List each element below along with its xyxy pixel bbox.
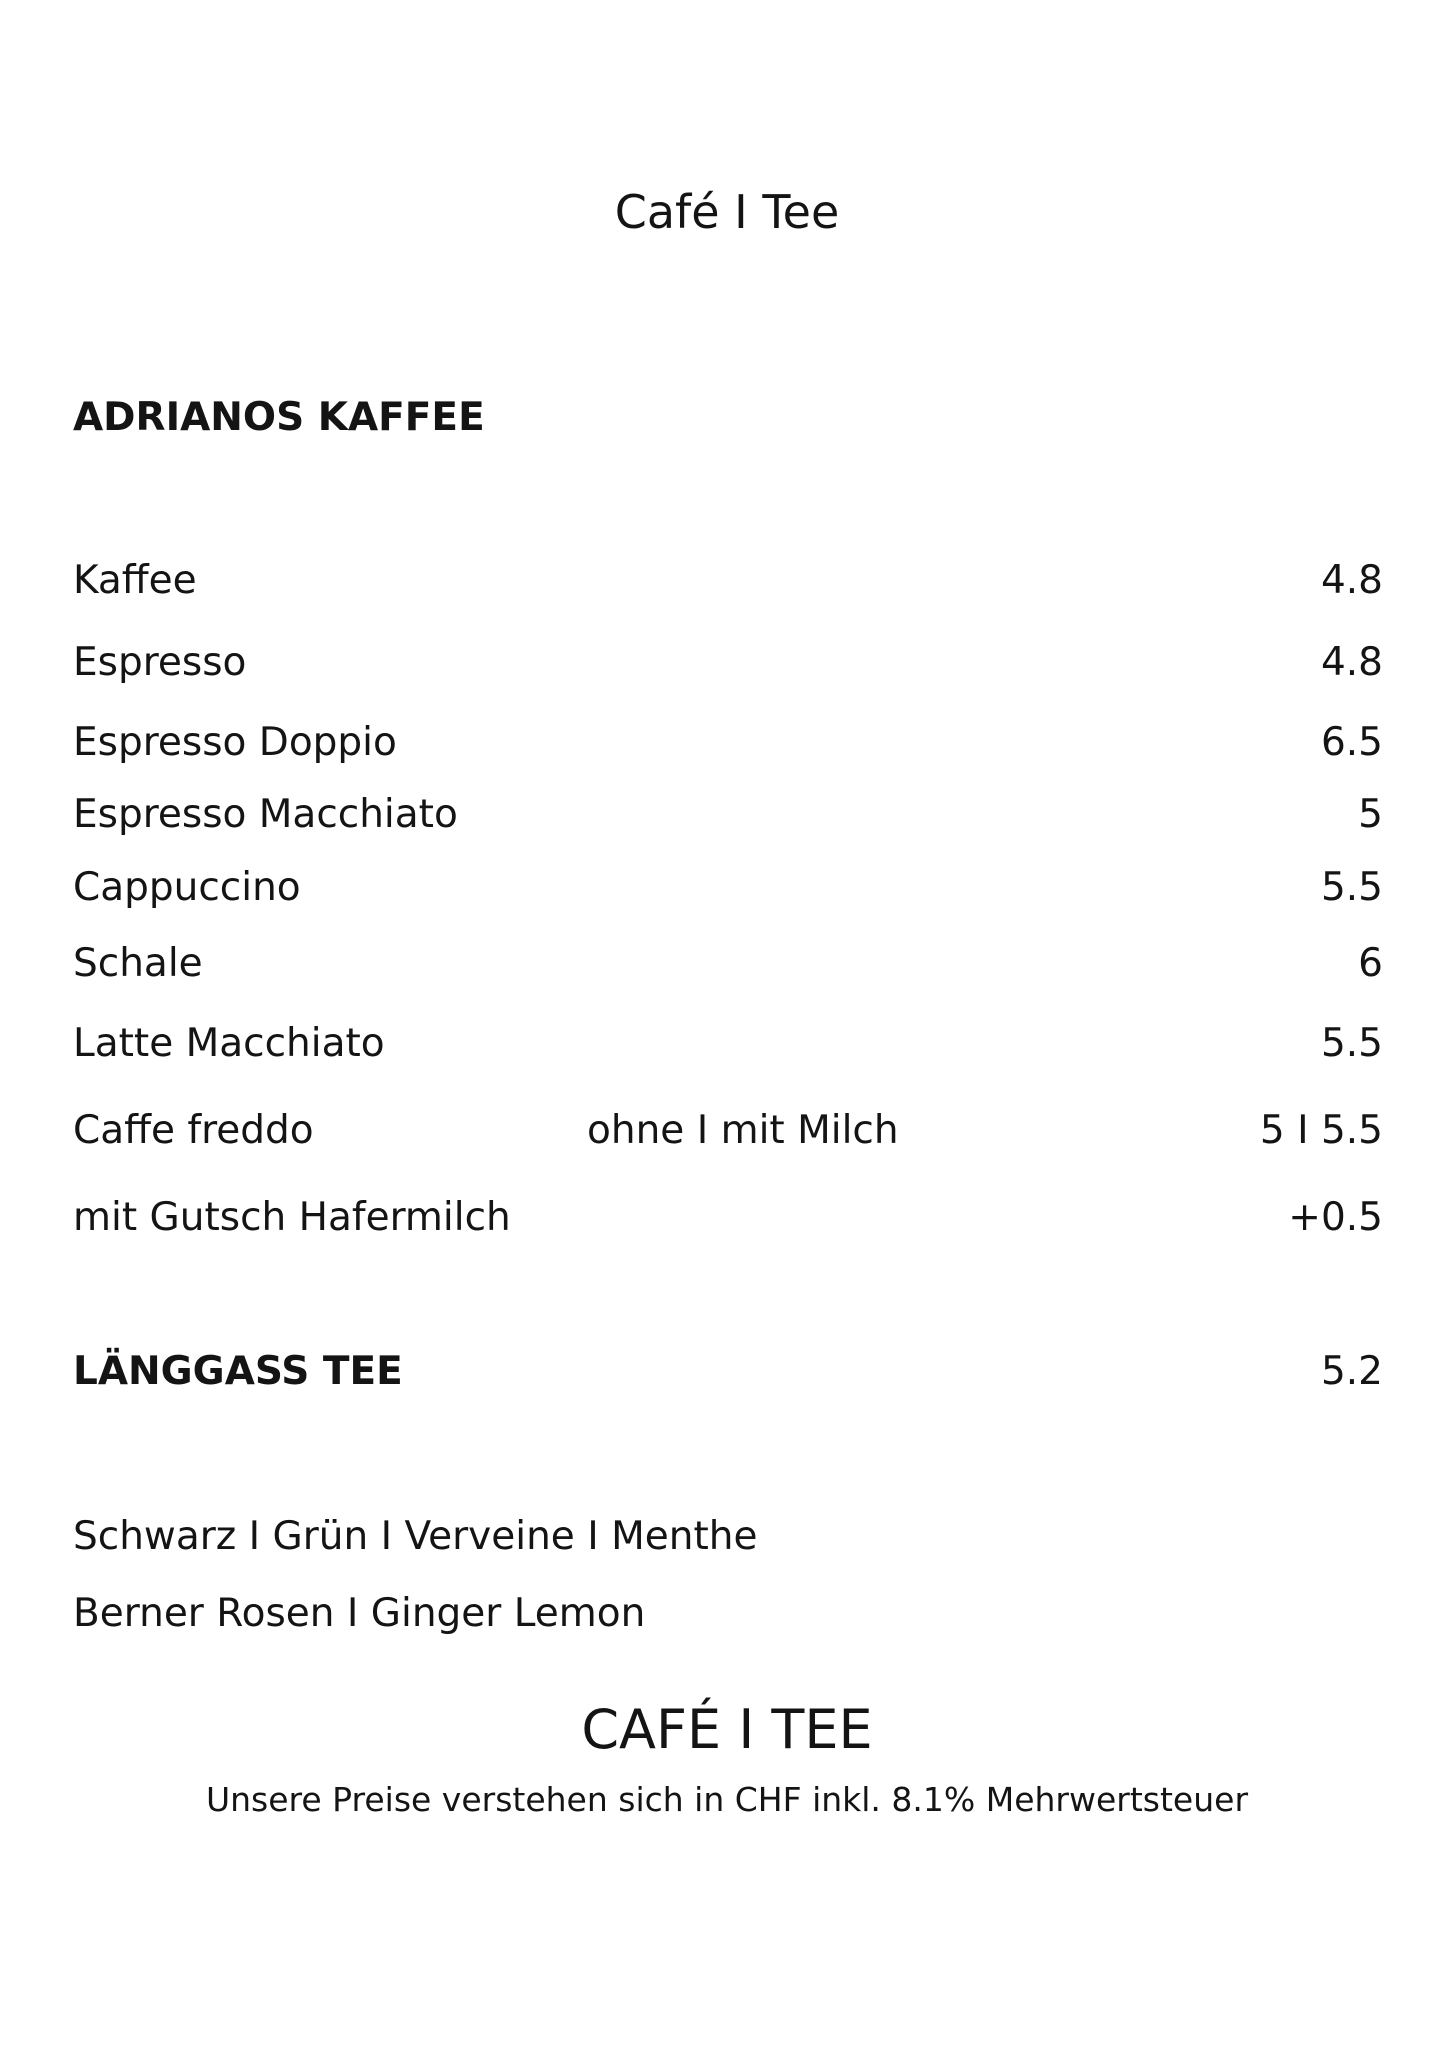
item-name: Schale bbox=[73, 941, 203, 986]
footer-title: CAFÉ I TEE bbox=[581, 1698, 873, 1761]
menu-item-espresso bbox=[73, 635, 1383, 691]
coffee-section-heading: ADRIANOS KAFFEE bbox=[73, 395, 485, 440]
menu-item-schale bbox=[73, 936, 1383, 992]
item-name: Espresso Macchiato bbox=[73, 792, 458, 837]
menu-item-oat-milk-addon bbox=[73, 1190, 1383, 1246]
menu-item-kaffee bbox=[73, 553, 1383, 609]
footer-vat-note: Unsere Preise verstehen sich in CHF inkl. 8.1% Mehrwertsteuer bbox=[205, 1780, 1249, 1819]
item-price: 6 bbox=[1358, 941, 1383, 986]
item-name: Caffe freddo bbox=[73, 1108, 314, 1153]
item-name: Espresso Doppio bbox=[73, 720, 397, 765]
tea-section-heading: LÄNGGASS TEE bbox=[73, 1349, 403, 1394]
item-name: Cappuccino bbox=[73, 865, 301, 910]
item-price: 6.5 bbox=[1320, 720, 1383, 765]
item-name: Latte Macchiato bbox=[73, 1021, 385, 1066]
tea-price: 5.2 bbox=[1320, 1349, 1383, 1394]
item-price: +0.5 bbox=[1288, 1195, 1383, 1240]
menu-title: Café I Tee bbox=[614, 185, 840, 239]
menu-item-latte-macchiato bbox=[73, 1016, 1383, 1072]
item-price: 5 I 5.5 bbox=[1259, 1108, 1383, 1153]
item-name: mit Gutsch Hafermilch bbox=[73, 1195, 511, 1240]
item-price: 5.5 bbox=[1320, 865, 1383, 910]
item-price: 4.8 bbox=[1320, 558, 1383, 603]
item-note: ohne I mit Milch bbox=[587, 1108, 899, 1153]
item-price: 4.8 bbox=[1320, 640, 1383, 685]
tea-varieties-line-2: Berner Rosen I Ginger Lemon bbox=[73, 1591, 646, 1636]
item-name: Kaffee bbox=[73, 558, 197, 603]
menu-item-espresso-macchiato bbox=[73, 787, 1383, 843]
menu-item-cappuccino bbox=[73, 860, 1383, 916]
item-name: Espresso bbox=[73, 640, 247, 685]
menu-item-espresso-doppio bbox=[73, 715, 1383, 771]
item-price: 5 bbox=[1358, 792, 1383, 837]
tea-varieties-line-1: Schwarz I Grün I Verveine I Menthe bbox=[73, 1514, 758, 1559]
tea-section-row bbox=[73, 1344, 1383, 1400]
menu-item-caffe-freddo bbox=[73, 1103, 1383, 1159]
item-price: 5.5 bbox=[1320, 1021, 1383, 1066]
